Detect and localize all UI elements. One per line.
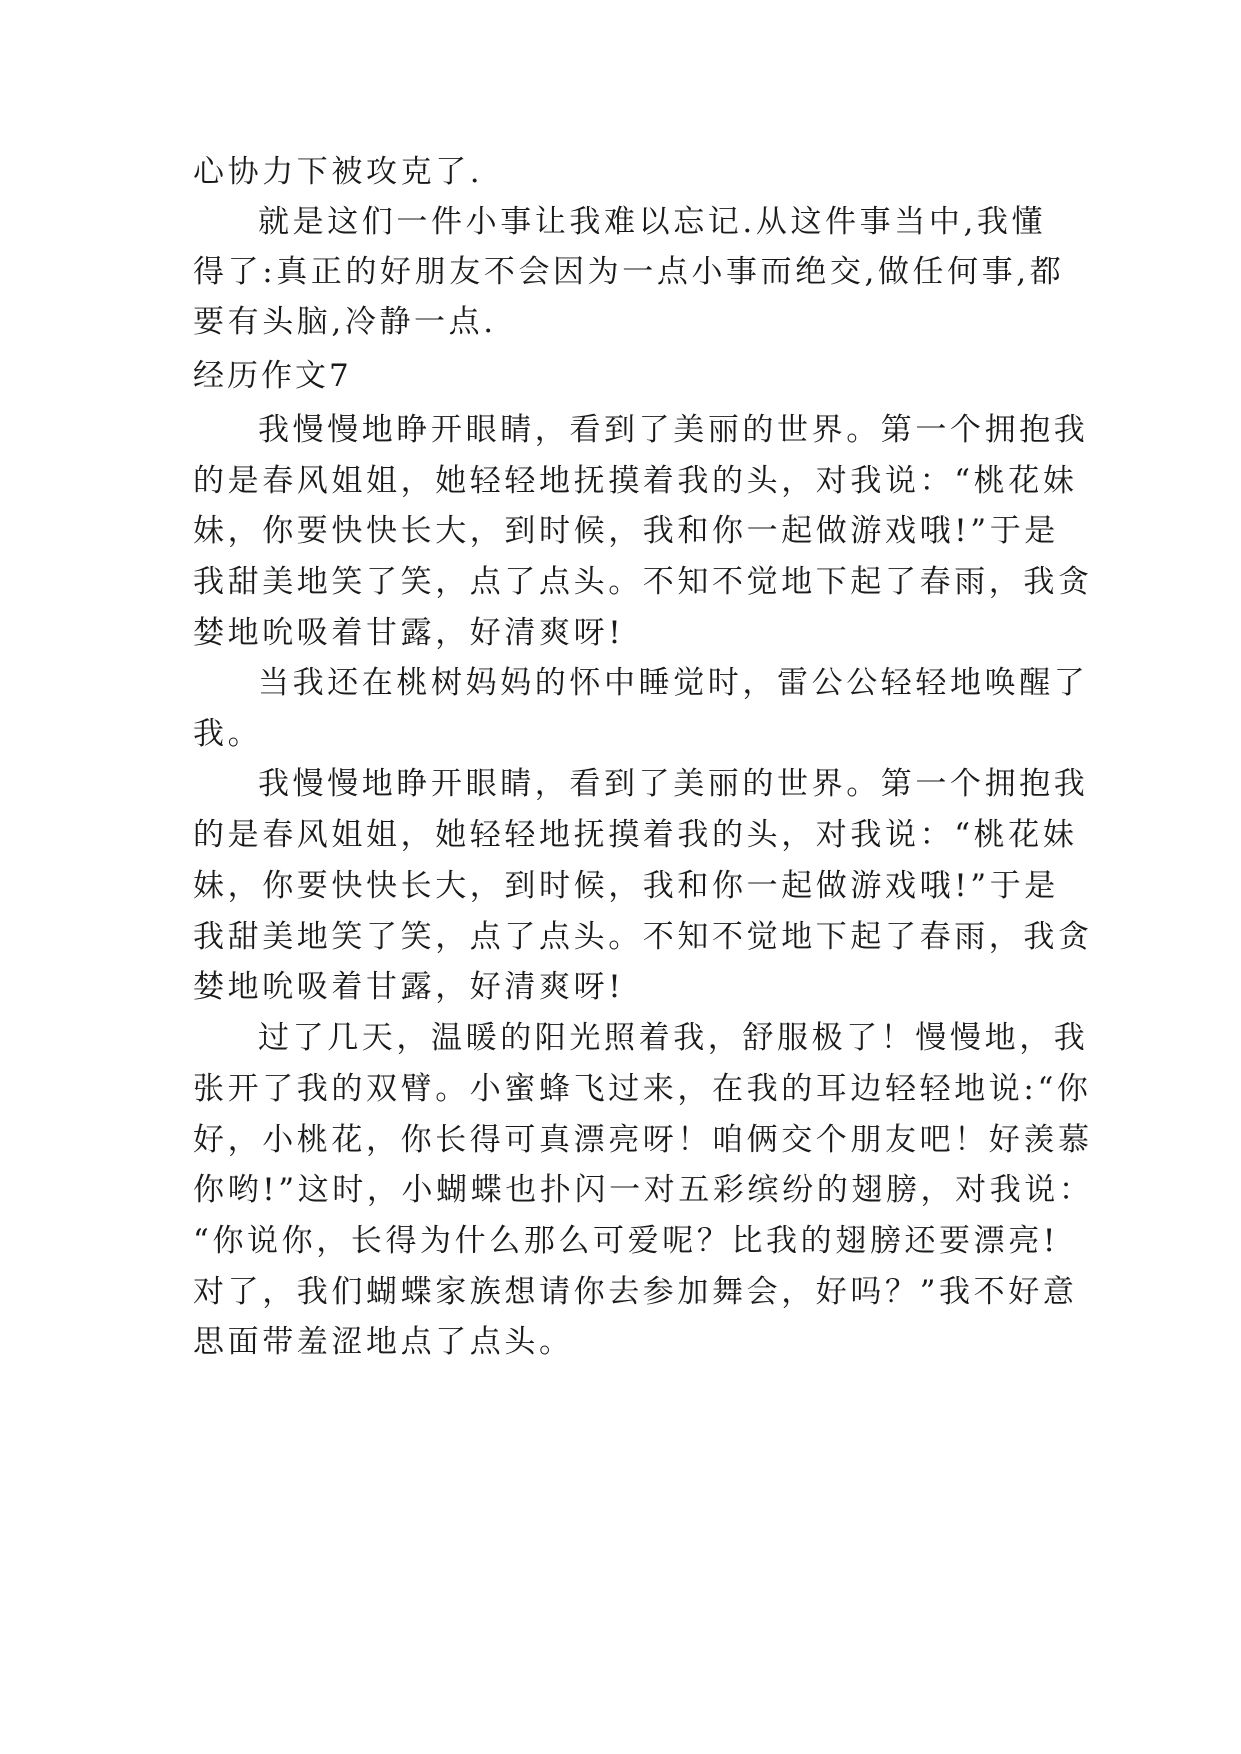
text-line: 就是这们一件小事让我难以忘记.从这件事当中,我懂 [258, 204, 1047, 240]
section-heading: 经历作文7 [193, 358, 352, 394]
text-line: 过了几天，温暖的阳光照着我，舒服极了！慢慢地，我 [258, 1020, 1089, 1056]
text-line: 要有头脑,冷静一点. [193, 304, 497, 340]
text-line: 的是春风姐姐，她轻轻地抚摸着我的头，对我说：“桃花妹 [193, 463, 1078, 499]
text-line: 妹，你要快快长大，到时候，我和你一起做游戏哦!”于是 [193, 868, 1059, 904]
text-line: 张开了我的双臂。小蜜蜂飞过来，在我的耳边轻轻地说:“你 [193, 1071, 1092, 1107]
text-line: 心协力下被攻克了. [193, 154, 484, 190]
text-line: 我慢慢地睁开眼睛，看到了美丽的世界。第一个拥抱我 [258, 766, 1089, 802]
text-line: 我。 [193, 716, 263, 752]
text-line: 当我还在桃树妈妈的怀中睡觉时，雷公公轻轻地唤醒了 [258, 665, 1089, 701]
text-line: 我甜美地笑了笑，点了点头。不知不觉地下起了春雨，我贪 [193, 564, 1093, 600]
text-line: 妹，你要快快长大，到时候，我和你一起做游戏哦!”于是 [193, 513, 1059, 549]
text-line: 你哟!”这时，小蝴蝶也扑闪一对五彩缤纷的翅膀，对我说： [193, 1172, 1094, 1208]
text-line: 我慢慢地睁开眼睛，看到了美丽的世界。第一个拥抱我 [258, 412, 1089, 448]
text-line: 的是春风姐姐，她轻轻地抚摸着我的头，对我说：“桃花妹 [193, 817, 1078, 853]
text-line: 对了，我们蝴蝶家族想请你去参加舞会，好吗？”我不好意 [193, 1274, 1078, 1310]
text-line: 好，小桃花，你长得可真漂亮呀！咱俩交个朋友吧！好羡慕 [193, 1122, 1093, 1158]
text-line: “你说你，长得为什么那么可爱呢？比我的翅膀还要漂亮! [193, 1223, 1059, 1259]
text-line: 我甜美地笑了笑，点了点头。不知不觉地下起了春雨，我贪 [193, 919, 1093, 955]
text-line: 婪地吮吸着甘露，好清爽呀! [193, 969, 625, 1005]
text-line: 婪地吮吸着甘露，好清爽呀! [193, 615, 625, 651]
text-line: 得了:真正的好朋友不会因为一点小事而绝交,做任何事,都 [193, 254, 1065, 290]
text-line: 思面带羞涩地点了点头。 [193, 1324, 574, 1360]
